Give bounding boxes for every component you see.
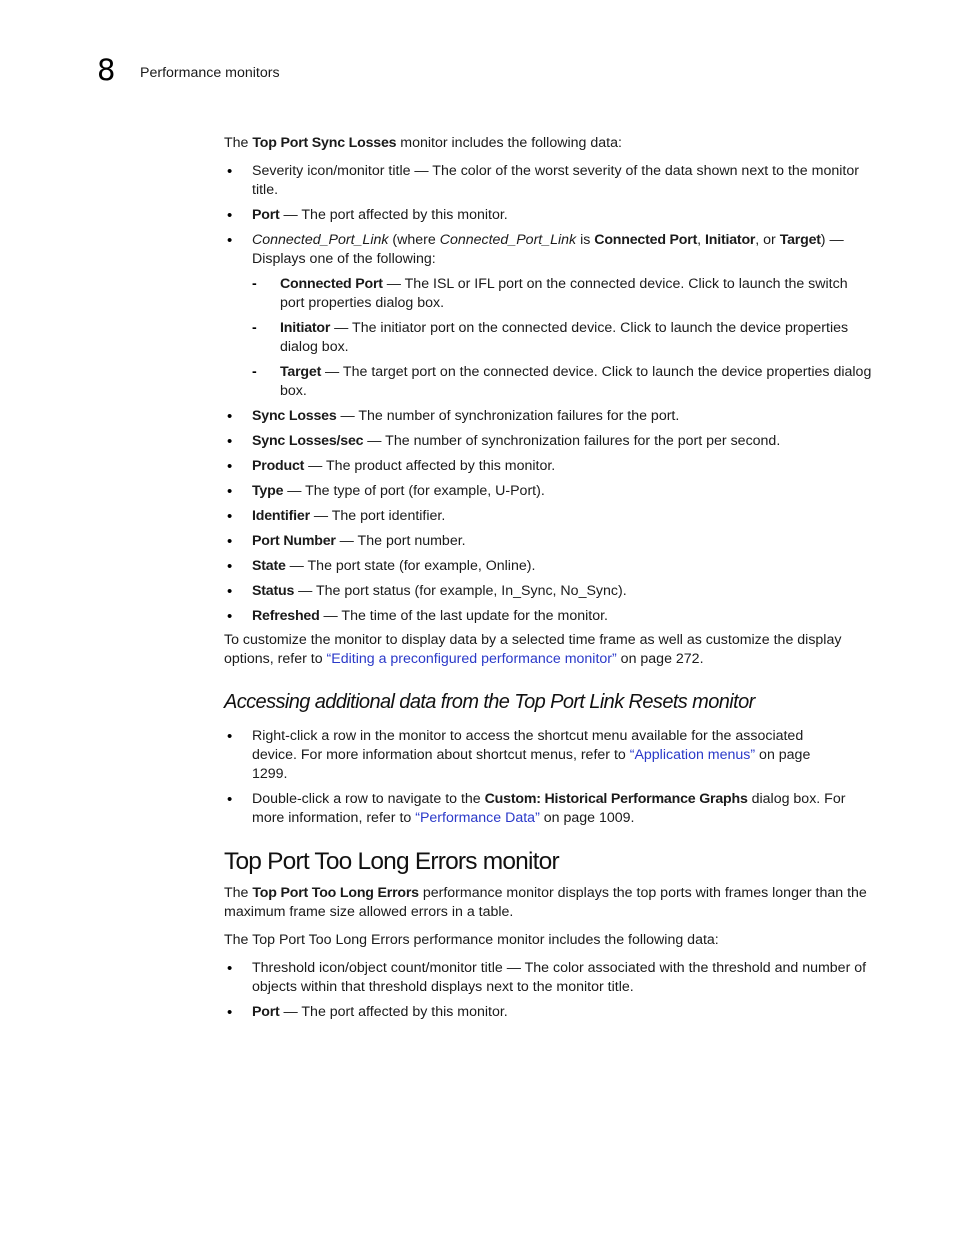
term-top-port-sync-losses: Top Port Sync Losses (252, 135, 397, 151)
sub-list-item: - Initiator — The initiator port on the connected device. Click to launch the device properties dialog box. (252, 319, 874, 357)
link-resets-list (224, 727, 874, 828)
list-item: • State — The port state (for example, Online). (224, 557, 874, 576)
chapter-number: 8 (97, 53, 116, 87)
list-item: • Double-click a row to navigate to the Custom: Historical Performance Graphs dialog box. For more information, refer to “Performance Data” on page 1009. (224, 790, 874, 828)
page-content (224, 134, 874, 1022)
list-item: • Right-click a row in the monitor to access the shortcut menu available for the associated device. For more information about shortcut menus, refer to “Application menus” on page 1299. (224, 727, 874, 784)
list-item: • Type — The type of port (for example, U-Port). (224, 482, 874, 501)
list-item: • Identifier — The port identifier. (224, 507, 874, 526)
sync-losses-intro: The Top Port Sync Losses monitor includes the following data: (224, 135, 622, 151)
list-item: • Threshold icon/object count/monitor title — The color associated with the threshold and number of objects within that threshold displays next to the monitor title. (224, 959, 874, 997)
list-item: • Port — The port affected by this monitor. (224, 1003, 874, 1022)
customize-paragraph: To customize the monitor to display data by a selected time frame as well as customize the display options, refer to “Editing a preconfigured performance monitor” on page 272. (224, 632, 842, 667)
list-item: • Product — The product affected by this monitor. (224, 457, 874, 476)
list-item: • Sync Losses/sec — The number of synchronization failures for the port per second. (224, 432, 874, 451)
list-item: • Status — The port status (for example, In_Sync, No_Sync). (224, 582, 874, 601)
sub-list-item: - Target — The target port on the connected device. Click to launch the device properties dialog box. (252, 363, 874, 401)
performance-data-link[interactable]: “Performance Data” (415, 810, 540, 826)
sync-losses-list (224, 162, 874, 626)
sub-list-item: - Connected Port — The ISL or IFL port on the connected device. Click to launch the switch port properties dialog box. (252, 275, 874, 313)
connected-port-link-sublist (252, 275, 874, 401)
list-item: • Refreshed — The time of the last update for the monitor. (224, 607, 874, 626)
application-menus-link[interactable]: “Application menus” (629, 747, 756, 763)
too-long-list (224, 959, 874, 1022)
chapter-title: Performance monitors (140, 65, 280, 81)
list-item: • Port Number — The port number. (224, 532, 874, 551)
too-long-includes: The Top Port Too Long Errors performance monitor includes the following data: (224, 932, 719, 948)
too-long-errors-heading: Top Port Too Long Errors monitor (224, 848, 559, 875)
list-item: • Severity icon/monitor title — The color of the worst severity of the data shown next to the monitor title. (224, 162, 874, 200)
link-resets-heading: Accessing additional data from the Top Port Link Resets monitor (224, 691, 755, 713)
editing-monitor-link[interactable]: “Editing a preconfigured performance monitor” (326, 651, 617, 667)
list-item-connected-port-link: • Connected_Port_Link (where Connected_Port_Link is Connected Port, Initiator, or Target) — Displays one of the following: - Connected Port — The ISL or IFL port on the connected device. Click to launch the switch port properties dialog box. - Initiator — The initiator port on the connected device. Click to launch the device properties dialog box. - Target — The target port on the connected device. Click to launch the device properties dialog box. (224, 231, 874, 401)
list-item: • Sync Losses — The number of synchronization failures for the port. (224, 407, 874, 426)
list-item: • Port — The port affected by this monitor. (224, 206, 874, 225)
too-long-intro: The Top Port Too Long Errors performance monitor displays the top ports with frames longer than the maximum frame size allowed errors in a table. (224, 885, 867, 920)
